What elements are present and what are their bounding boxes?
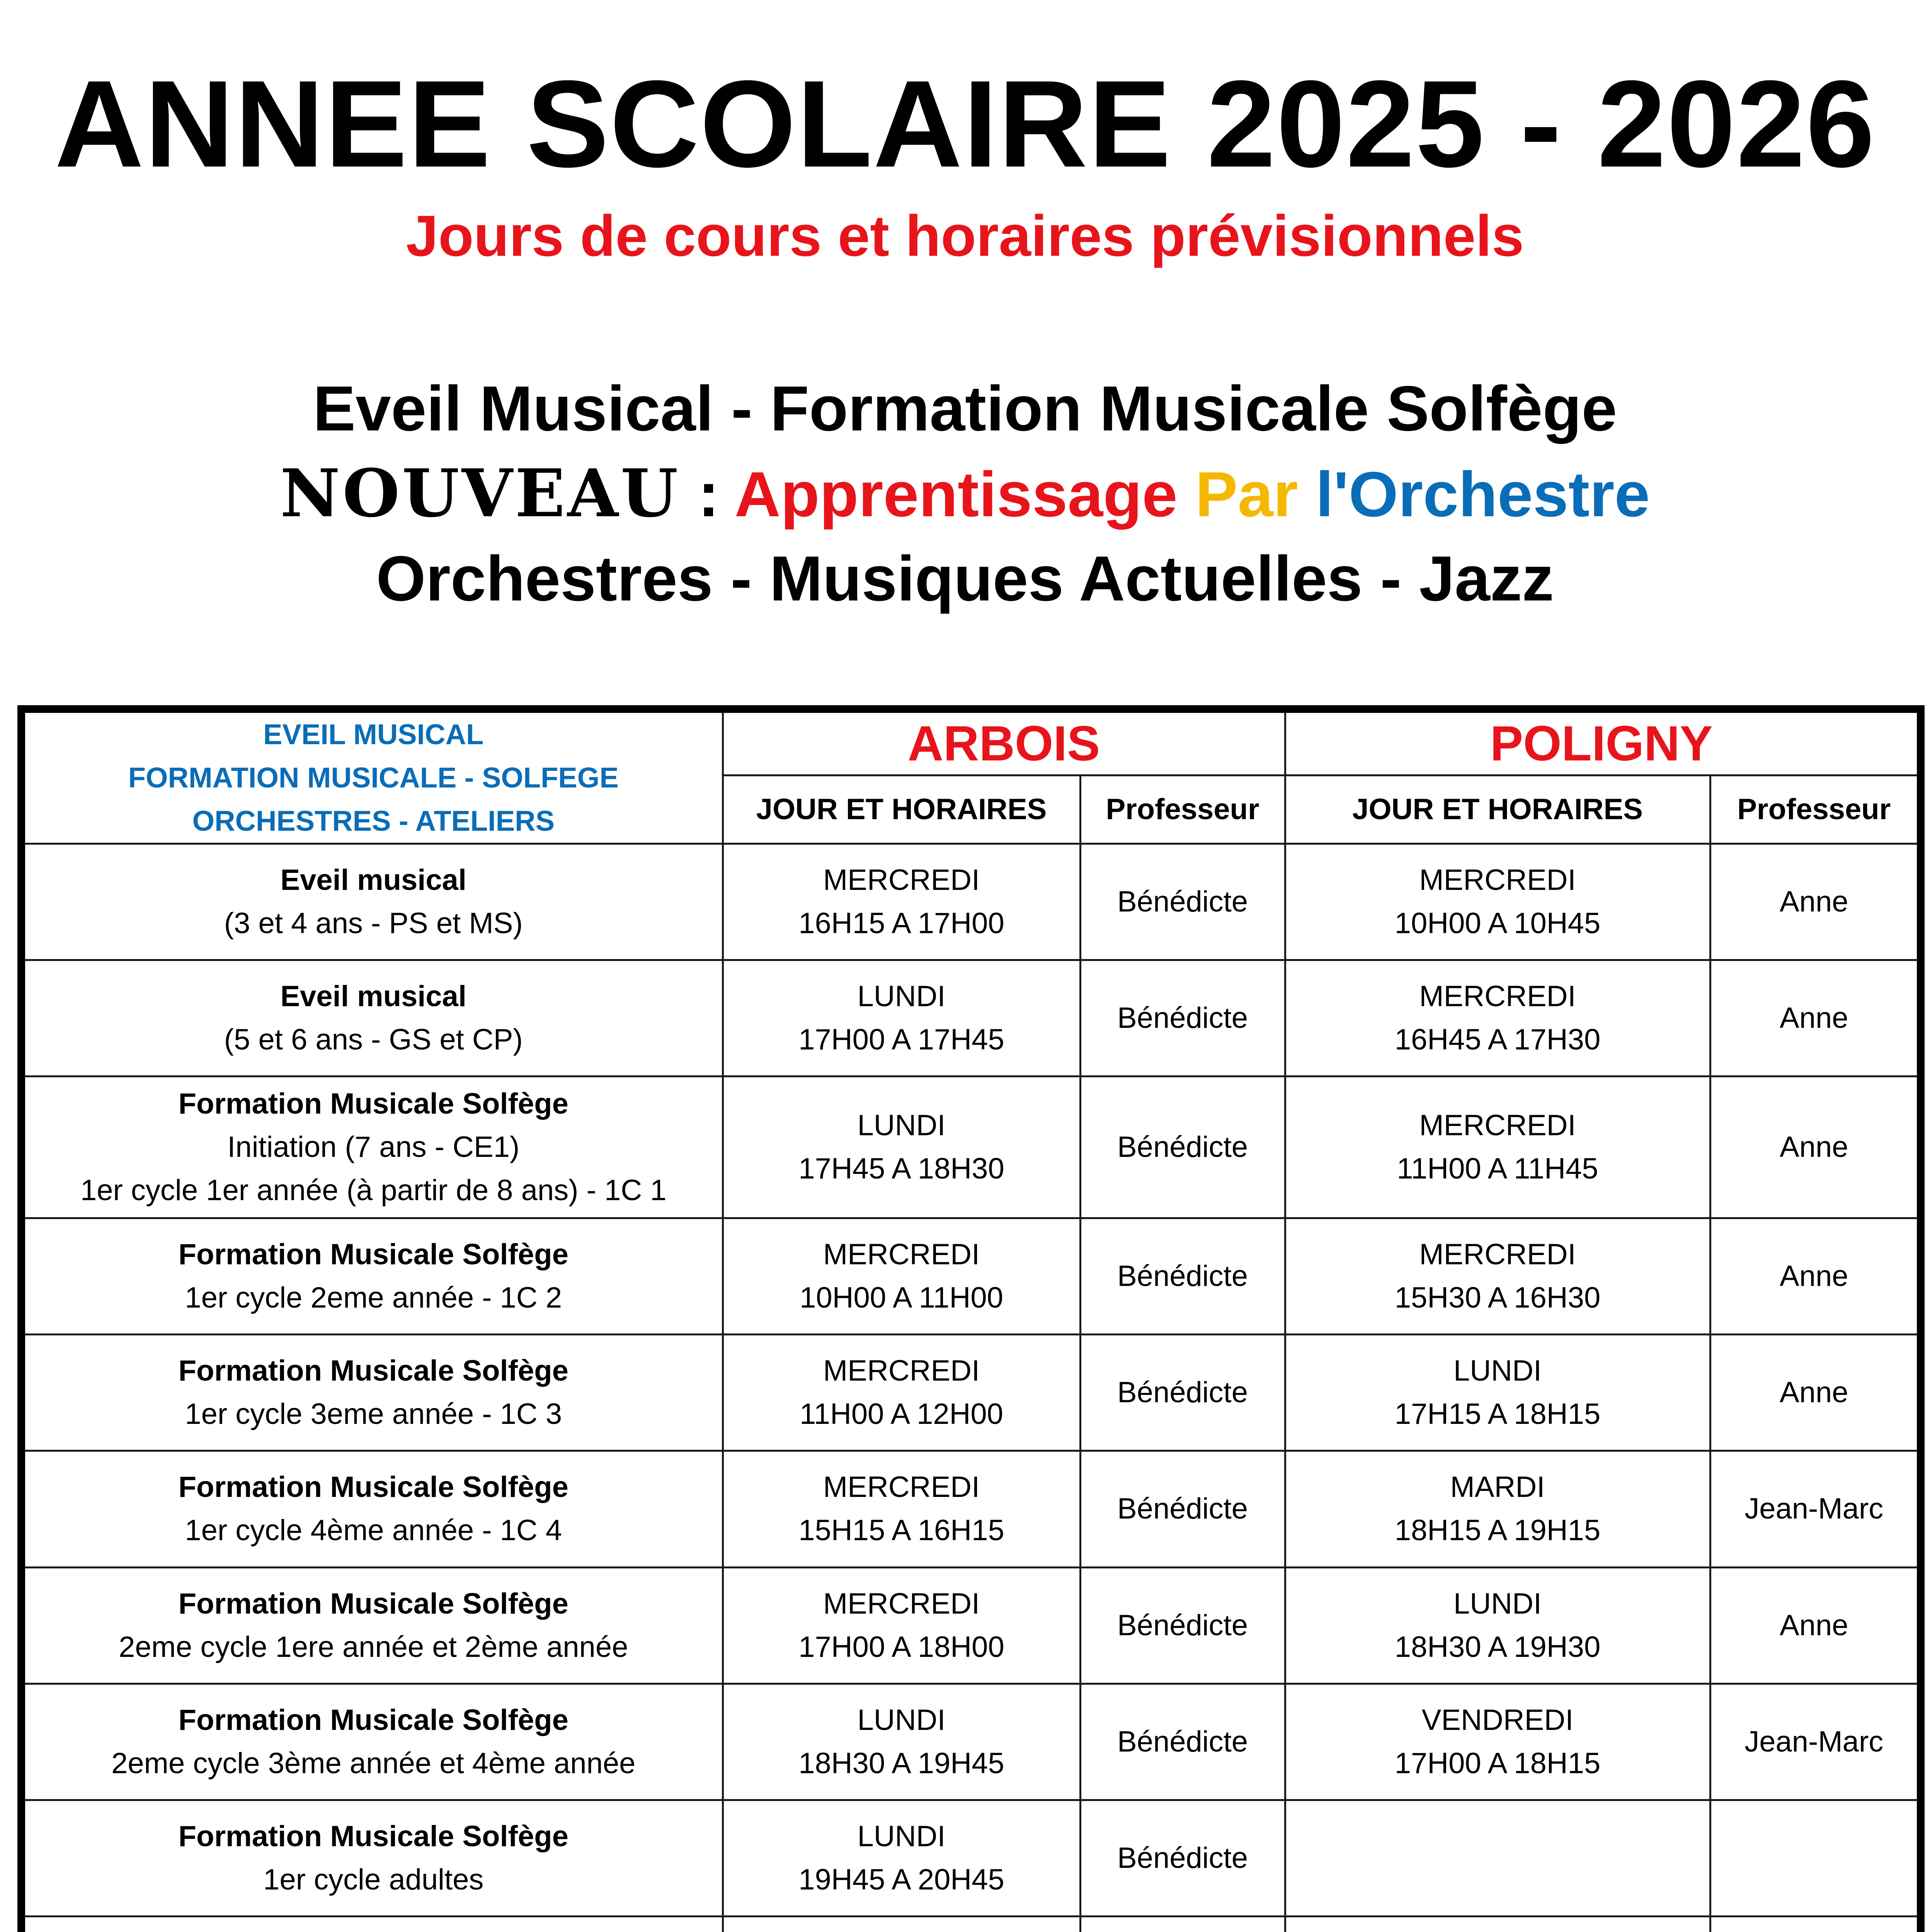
arbois-schedule-cell — [723, 1218, 1080, 1334]
arbois-teacher-cell: Bénédicte — [1080, 1451, 1285, 1567]
poligny-schedule-cell — [1285, 1800, 1710, 1917]
course-title: Formation Musicale Solfège — [178, 1703, 568, 1736]
city-header-arbois: ARBOIS — [723, 709, 1285, 776]
arbois-teacher-cell: Bénédicte — [1080, 1077, 1285, 1218]
category-header: EVEIL MUSICAL FORMATION MUSICALE - SOLFEGE ORCHESTRES - ATELIERS — [21, 709, 723, 844]
arbois-teacher-cell: Bénédicte — [1080, 1800, 1285, 1917]
table-row — [21, 960, 1921, 1077]
schedule-day: MERCREDI — [823, 1587, 980, 1620]
schedule-day: LUNDI — [857, 1820, 946, 1853]
schedule-time: 10H00 A 11H00 — [800, 1281, 1003, 1315]
course-title: Formation Musicale Solfège — [178, 1587, 568, 1620]
poligny-teacher-cell: Jean-Marc — [1710, 1684, 1921, 1800]
city-header-poligny: POLIGNY — [1285, 709, 1921, 776]
schedule-day: LUNDI — [857, 1703, 946, 1736]
poligny-schedule-cell — [1285, 1218, 1710, 1334]
course-title: Eveil musical — [280, 980, 467, 1013]
schedule-time: 11H00 A 12H00 — [800, 1398, 1003, 1431]
table-row — [21, 1800, 1921, 1917]
arbois-schedule-cell — [723, 844, 1080, 960]
col-header-teacher: Professeur — [1710, 776, 1921, 844]
poligny-schedule-cell — [1285, 1451, 1710, 1567]
table-row — [21, 1077, 1921, 1218]
poligny-teacher-cell: Anne — [1710, 1218, 1921, 1334]
table-row — [21, 1218, 1921, 1334]
schedule-day: LUNDI — [1453, 1587, 1542, 1620]
arbois-schedule-cell — [723, 1077, 1080, 1218]
poligny-teacher-cell — [1710, 1917, 1921, 1932]
arbois-schedule-cell — [723, 1800, 1080, 1917]
schedule-day: MERCREDI — [823, 1238, 980, 1271]
nouveau-label: NOUVEAU — [280, 455, 681, 532]
schedule-time: 19H45 A 20H45 — [798, 1863, 1004, 1896]
course-detail: (5 et 6 ans - GS et CP) — [224, 1023, 523, 1056]
course-cell — [21, 1800, 723, 1917]
course-title: Formation Musicale Solfège — [178, 1087, 568, 1121]
schedule-day: LUNDI — [1453, 1354, 1542, 1388]
arbois-teacher-cell: Bénédicte — [1080, 960, 1285, 1077]
arbois-schedule-cell — [723, 960, 1080, 1077]
apprentissage-word: Apprentissage — [734, 459, 1178, 530]
page-subtitle: Jours de cours et horaires prévisionnels — [406, 203, 1524, 268]
course-detail: 2eme cycle 1ere année et 2ème année — [119, 1630, 628, 1663]
poligny-schedule-cell — [1285, 1335, 1710, 1451]
arbois-schedule-cell — [723, 1451, 1080, 1567]
schedule-day: MERCREDI — [1419, 980, 1576, 1013]
schedule-time: 18H30 A 19H30 — [1394, 1630, 1601, 1663]
course-title: Formation Musicale Solfège — [178, 1354, 568, 1388]
schedule-day: MERCREDI — [1419, 864, 1576, 897]
schedule-day: LUNDI — [857, 980, 946, 1013]
course-title: Formation Musicale Solfège — [178, 1238, 568, 1271]
table-row — [21, 1451, 1921, 1567]
course-detail: Initiation (7 ans - CE1) — [227, 1131, 520, 1164]
col-header-teacher: Professeur — [1080, 776, 1285, 844]
schedule-day: MERCREDI — [823, 864, 980, 897]
course-detail: 1er cycle 1er année (à partir de 8 ans) - 1C 1 — [80, 1174, 667, 1207]
course-title: Formation Musicale Solfège — [178, 1820, 568, 1853]
course-detail: 1er cycle 4ème année - 1C 4 — [185, 1514, 562, 1547]
poligny-teacher-cell: Anne — [1710, 960, 1921, 1077]
heading-separator: : — [680, 459, 735, 530]
page-title: ANNEE SCOLAIRE 2025 - 2026 — [54, 54, 1876, 193]
schedule-time: 17H45 A 18H30 — [798, 1152, 1004, 1185]
course-detail: (3 et 4 ans - PS et MS) — [224, 907, 523, 940]
arbois-teacher-cell: Bénédicte — [1080, 1218, 1285, 1334]
course-cell — [21, 1335, 723, 1451]
poligny-schedule-cell — [1285, 1077, 1710, 1218]
course-cell — [21, 1917, 723, 1932]
arbois-schedule-cell — [723, 1917, 1080, 1932]
arbois-teacher-cell: Bénédicte — [1080, 1684, 1285, 1800]
schedule-time: 17H00 A 18H15 — [1394, 1747, 1601, 1780]
course-cell — [21, 1077, 723, 1218]
schedule-time: 18H30 A 19H45 — [798, 1747, 1004, 1780]
schedule-day: VENDREDI — [1421, 1703, 1574, 1736]
schedule-day: MERCREDI — [1419, 1238, 1576, 1271]
par-word: Par — [1195, 459, 1298, 530]
poligny-teacher-cell: Anne — [1710, 1335, 1921, 1451]
heading-line-2 — [0, 452, 1930, 536]
course-detail: 1er cycle 3eme année - 1C 3 — [185, 1398, 562, 1431]
poligny-schedule-cell — [1285, 1567, 1710, 1684]
schedule-day: MERCREDI — [1419, 1109, 1576, 1142]
schedule-time: 10H00 A 10H45 — [1394, 907, 1601, 940]
poligny-teacher-cell: Anne — [1710, 1077, 1921, 1218]
arbois-teacher-cell — [1080, 1917, 1285, 1932]
table-row — [21, 1567, 1921, 1684]
course-cell — [21, 1684, 723, 1800]
course-detail: 1er cycle adultes — [263, 1863, 484, 1896]
course-detail: 2eme cycle 3ème année et 4ème année — [111, 1747, 636, 1780]
poligny-teacher-cell: Anne — [1710, 844, 1921, 960]
course-cell — [21, 960, 723, 1077]
arbois-teacher-cell: Bénédicte — [1080, 844, 1285, 960]
col-header-schedule: JOUR ET HORAIRES — [723, 776, 1080, 844]
orchestre-word: l'Orchestre — [1316, 459, 1650, 530]
course-detail: 1er cycle 2eme année - 1C 2 — [185, 1281, 562, 1315]
arbois-teacher-cell: Bénédicte — [1080, 1567, 1285, 1684]
schedule-time: 15H30 A 16H30 — [1394, 1281, 1601, 1315]
course-title: Eveil musical — [280, 864, 467, 897]
arbois-schedule-cell — [723, 1684, 1080, 1800]
schedule-day: LUNDI — [857, 1109, 946, 1142]
schedule-time: 16H15 A 17H00 — [798, 907, 1004, 940]
course-cell — [21, 1218, 723, 1334]
course-cell — [21, 844, 723, 960]
course-cell — [21, 1451, 723, 1567]
schedule-time: 11H00 A 11H45 — [1397, 1152, 1598, 1185]
poligny-teacher-cell: Anne — [1710, 1567, 1921, 1684]
course-title: Formation Musicale Solfège — [178, 1471, 568, 1504]
schedule-time: 17H00 A 18H00 — [798, 1630, 1004, 1663]
col-header-schedule: JOUR ET HORAIRES — [1285, 776, 1710, 844]
heading-line-3: Orchestres - Musiques Actuelles - Jazz — [376, 543, 1554, 614]
poligny-schedule-cell — [1285, 1917, 1710, 1932]
schedule-day: MARDI — [1450, 1471, 1545, 1504]
schedule-table — [17, 705, 1925, 1932]
arbois-schedule-cell — [723, 1567, 1080, 1684]
course-cell — [21, 1567, 723, 1684]
schedule-time: 17H00 A 17H45 — [798, 1023, 1004, 1056]
arbois-schedule-cell — [723, 1335, 1080, 1451]
poligny-schedule-cell — [1285, 1684, 1710, 1800]
arbois-teacher-cell: Bénédicte — [1080, 1335, 1285, 1451]
poligny-schedule-cell — [1285, 960, 1710, 1077]
poligny-teacher-cell: Jean-Marc — [1710, 1451, 1921, 1567]
schedule-time: 17H15 A 18H15 — [1394, 1398, 1601, 1431]
schedule-day: MERCREDI — [823, 1354, 980, 1388]
poligny-schedule-cell — [1285, 844, 1710, 960]
table-row — [21, 1335, 1921, 1451]
schedule-day: MERCREDI — [823, 1471, 980, 1504]
table-row — [21, 1684, 1921, 1800]
poligny-teacher-cell — [1710, 1800, 1921, 1917]
table-row — [21, 1917, 1921, 1932]
schedule-time: 16H45 A 17H30 — [1394, 1023, 1601, 1056]
heading-line-1: Eveil Musical - Formation Musicale Solfège — [313, 373, 1617, 444]
schedule-time: 15H15 A 16H15 — [798, 1514, 1004, 1547]
schedule-time: 18H15 A 19H15 — [1394, 1514, 1601, 1547]
table-row — [21, 844, 1921, 960]
